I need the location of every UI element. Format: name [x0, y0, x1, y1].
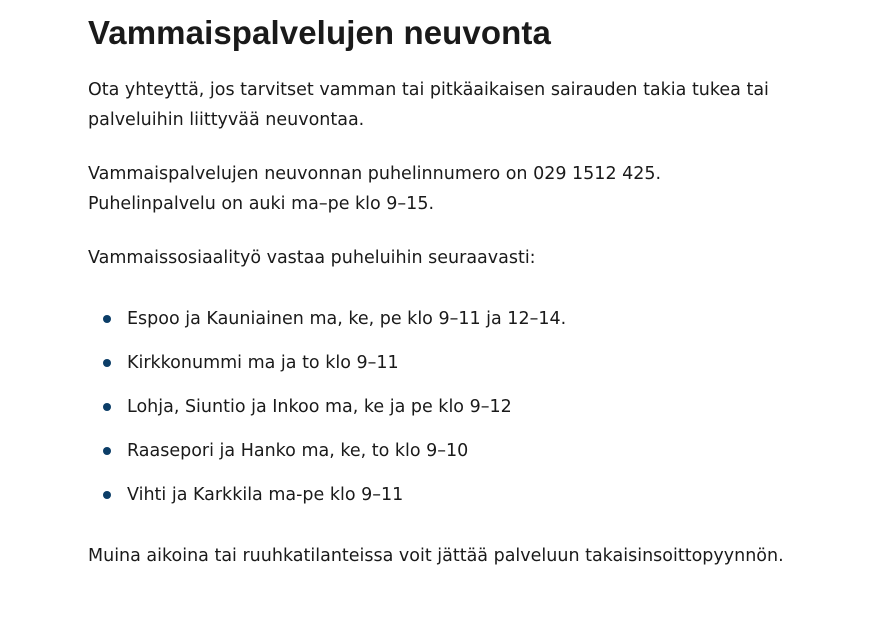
list-item [88, 480, 566, 510]
list-item-text: Lohja, Siuntio ja Inkoo ma, ke ja pe klo 9–12 [127, 397, 512, 417]
social-work-intro: Vammaissosiaalityö vastaa puheluihin seuraavasti: [88, 248, 536, 268]
phone-paragraph [88, 159, 661, 219]
list-item-text: Raasepori ja Hanko ma, ke, to klo 9–10 [127, 441, 469, 461]
intro-line-2: palveluihin liittyvää neuvontaa. [88, 110, 365, 130]
list-item-text: Vihti ja Karkkila ma-pe klo 9–11 [127, 485, 404, 505]
bullet-icon [103, 447, 111, 455]
footer-note: Muina aikoina tai ruuhkatilanteissa voit jättää palveluun takaisinsoittopyynnön. [88, 546, 784, 566]
bullet-icon [103, 403, 111, 411]
list-item [88, 304, 566, 334]
page-title: Vammaispalvelujen neuvonta [88, 14, 551, 51]
phone-hours-text: Puhelinpalvelu on auki ma–pe klo 9–15. [88, 194, 435, 214]
list-item [88, 348, 566, 378]
list-item [88, 436, 566, 466]
bullet-icon [103, 359, 111, 367]
list-item-text: Kirkkonummi ma ja to klo 9–11 [127, 353, 399, 373]
list-item-text: Espoo ja Kauniainen ma, ke, pe klo 9–11 ja 12–14. [127, 309, 567, 329]
intro-paragraph [88, 75, 769, 135]
hours-list [88, 304, 566, 524]
bullet-icon [103, 491, 111, 499]
intro-line-1: Ota yhteyttä, jos tarvitset vamman tai pitkäaikaisen sairauden takia tukea tai [88, 80, 769, 100]
list-item [88, 392, 566, 422]
phone-number-text: Vammaispalvelujen neuvonnan puhelinnumero on 029 1512 425. [88, 164, 662, 184]
bullet-icon [103, 315, 111, 323]
